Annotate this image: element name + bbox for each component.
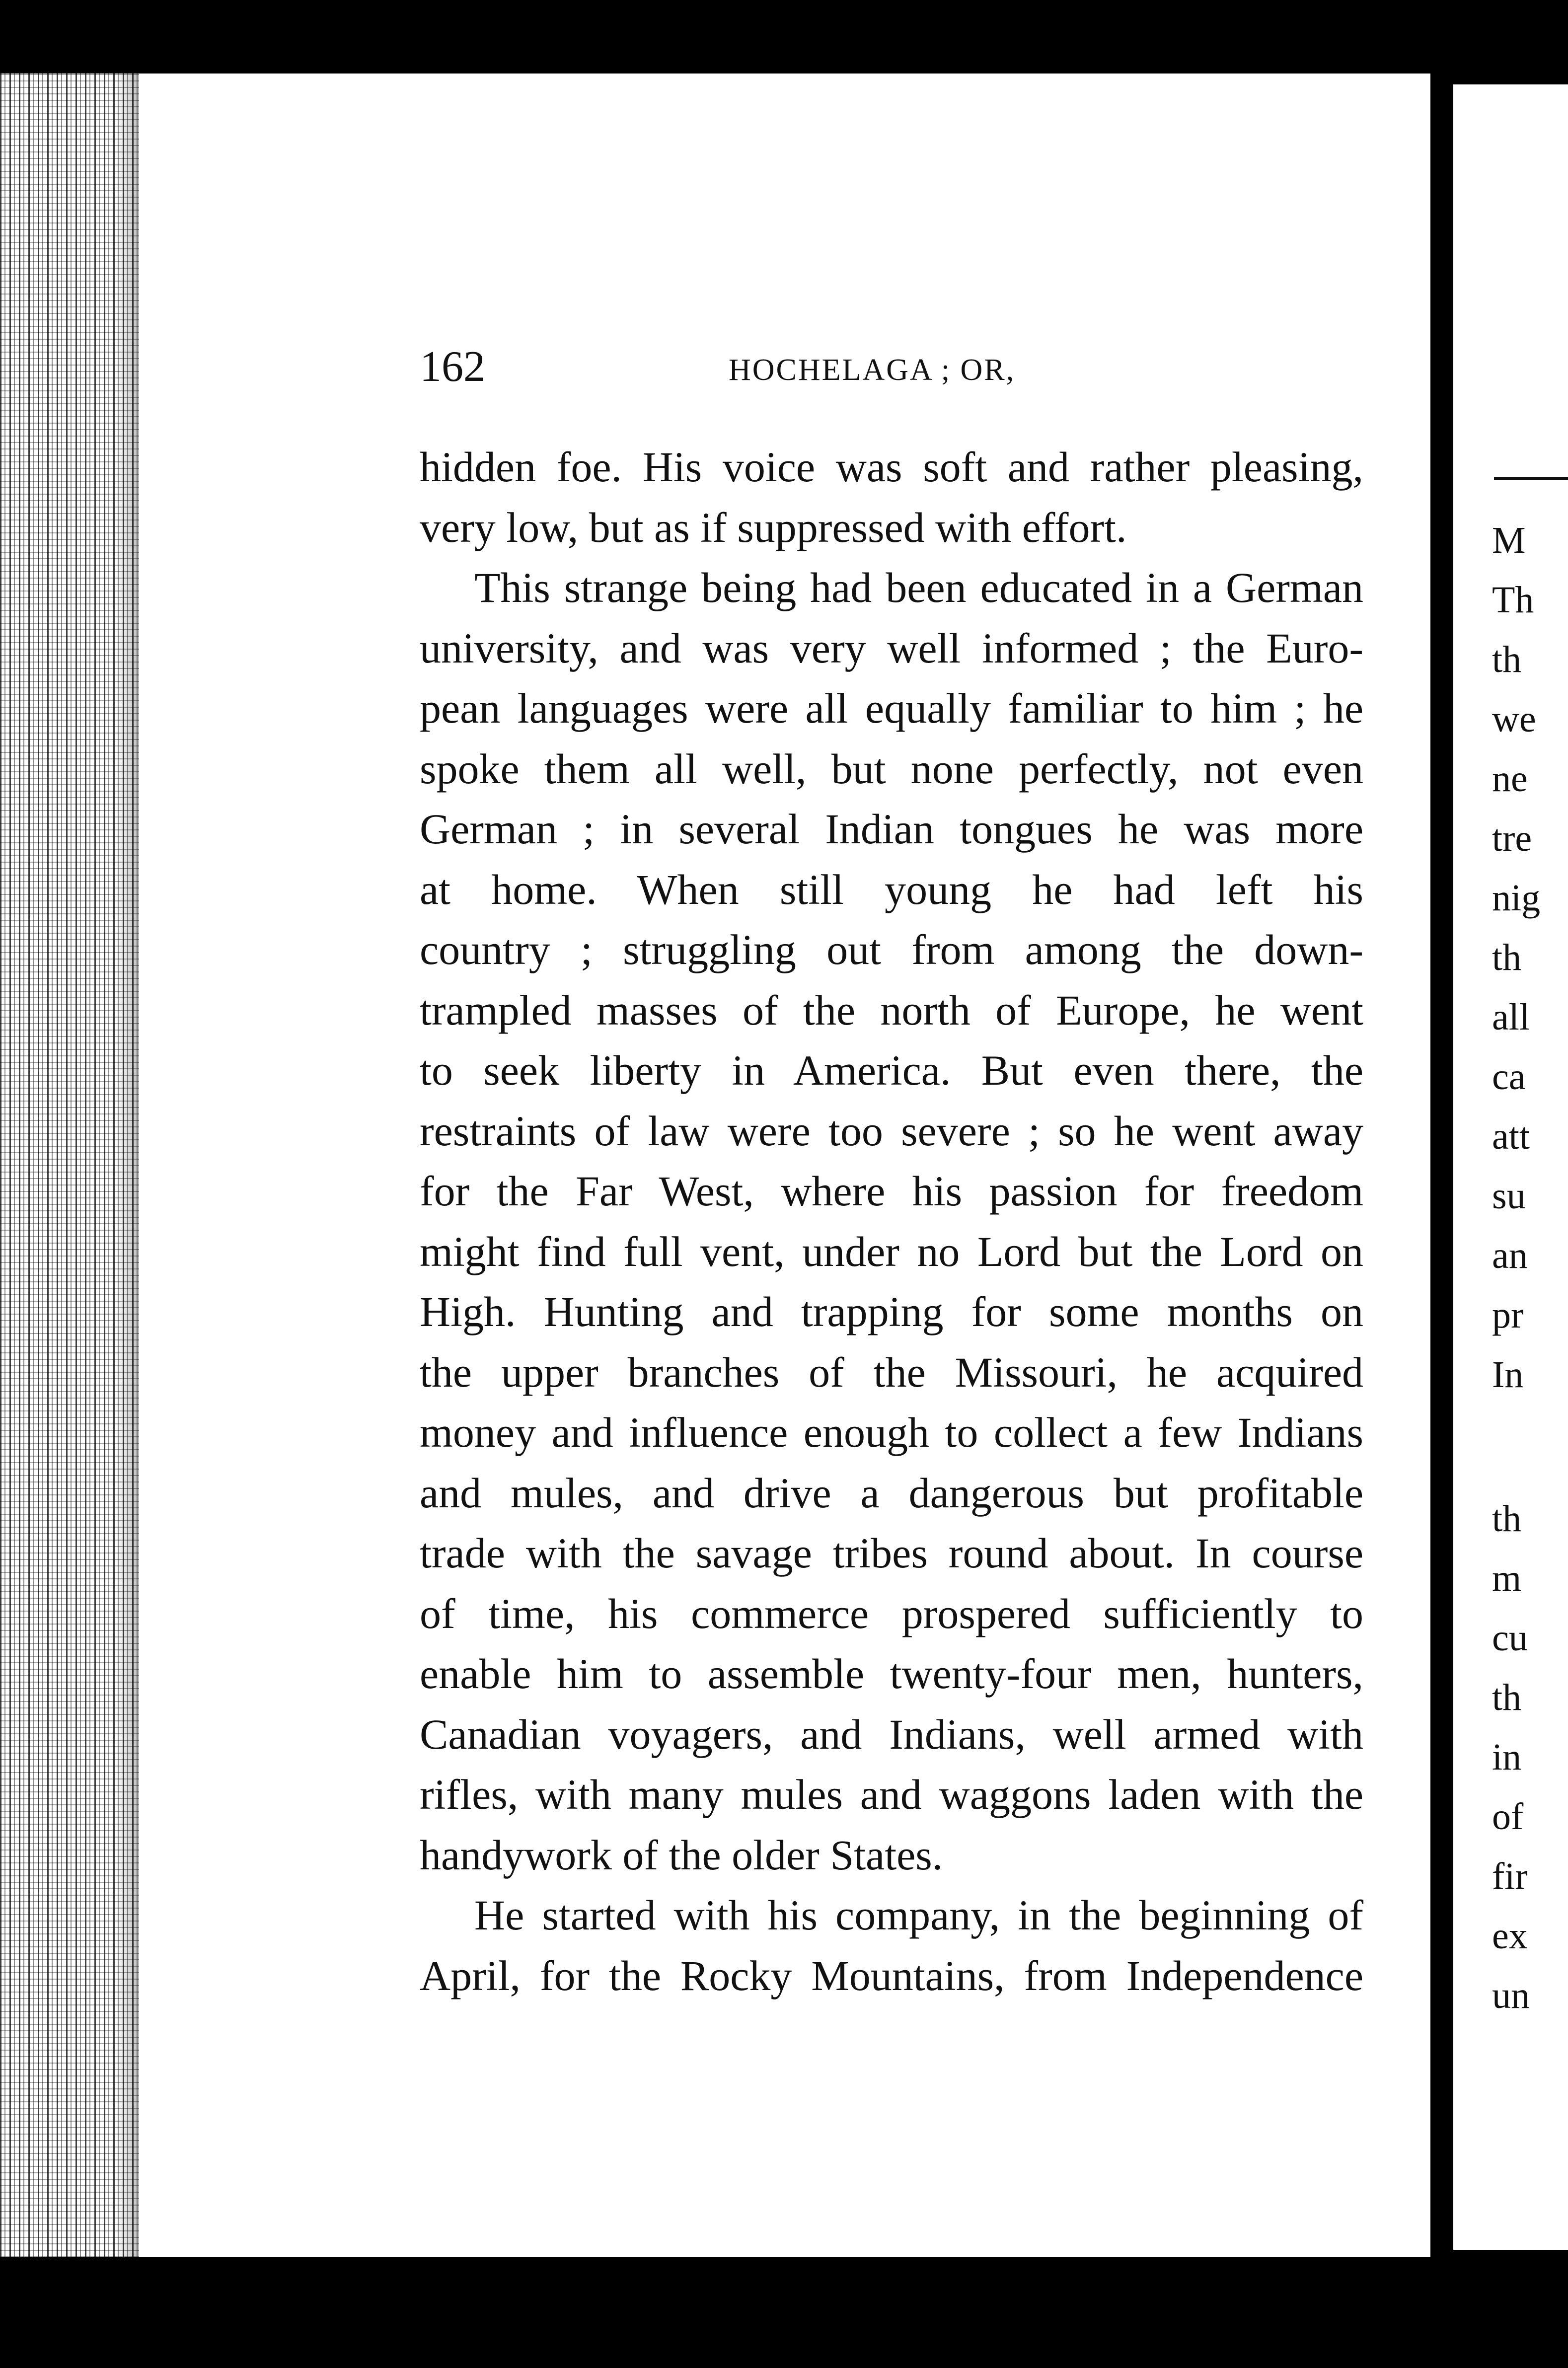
scan-bottom-border	[0, 2257, 1568, 2368]
text-line: to seek liberty in America. But even there, the	[420, 1046, 1363, 1094]
text-line: High. Hunting and trapping for some months on	[420, 1288, 1363, 1335]
text-line: might find full vent, under no Lord but the Lord on	[420, 1227, 1363, 1275]
facing-page-fragment: fir	[1492, 1855, 1528, 1897]
facing-page-fragment: cu	[1492, 1617, 1528, 1659]
text-line: handywork of the older States.	[420, 1831, 943, 1879]
text-line: very low, but as if suppressed with effort.	[420, 503, 1127, 551]
facing-page-fragment: th	[1492, 1498, 1522, 1540]
facing-page-fragment: ne	[1492, 758, 1528, 800]
text-line: April, for the Rocky Mountains, from Independence	[420, 1951, 1363, 1999]
facing-page-fragment: an	[1492, 1235, 1528, 1276]
paragraph-2	[420, 558, 1363, 1885]
facing-page-fragment: su	[1492, 1175, 1526, 1217]
text-line: This strange being had been educated in a German	[474, 564, 1363, 611]
text-line: trade with the savage tribes round about. In course	[420, 1529, 1363, 1577]
page-number: 162	[420, 343, 485, 391]
running-head: HOCHELAGA ; OR,	[729, 353, 1016, 387]
facing-page-edge	[1453, 84, 1568, 2250]
facing-page-fragment: nig	[1492, 877, 1541, 919]
facing-page-fragment: in	[1492, 1736, 1522, 1778]
text-line: the upper branches of the Missouri, he acquired	[420, 1348, 1363, 1396]
paragraph-3	[420, 1885, 1363, 2006]
facing-page-fragment: of	[1492, 1796, 1524, 1838]
text-line: country ; struggling out from among the down-	[420, 926, 1363, 973]
facing-page-fragment: In	[1492, 1354, 1524, 1396]
paragraph-1	[420, 437, 1363, 558]
text-line: and mules, and drive a dangerous but profitable	[420, 1469, 1363, 1517]
facing-page-fragment: ex	[1492, 1915, 1528, 1957]
facing-page-fragment: pr	[1492, 1294, 1524, 1336]
facing-page-fragment: th	[1492, 639, 1522, 680]
text-line: pean languages were all equally familiar to him ; he	[420, 684, 1363, 732]
facing-page-fragment: M	[1492, 519, 1526, 561]
text-line: of time, his commerce prospered sufficiently to	[420, 1589, 1363, 1637]
text-line: He started with his company, in the beginning of	[474, 1891, 1363, 1939]
page-header	[420, 342, 1363, 401]
text-line: enable him to assemble twenty-four men, hunters,	[420, 1650, 1363, 1698]
facing-page-rule	[1494, 477, 1568, 480]
gutter-shadow	[1430, 74, 1453, 2257]
text-line: trampled masses of the north of Europe, he went	[420, 986, 1363, 1034]
facing-page-fragment: ca	[1492, 1056, 1526, 1098]
facing-page-fragment: att	[1492, 1115, 1530, 1157]
facing-page-fragment: tre	[1492, 817, 1532, 859]
text-line: hidden foe. His voice was soft and rather pleasing,	[420, 443, 1363, 491]
text-line: rifles, with many mules and waggons laden with the	[420, 1771, 1363, 1818]
text-line: restraints of law were too severe ; so he went away	[420, 1107, 1363, 1155]
facing-page-fragment: Th	[1492, 579, 1534, 621]
facing-page-fragment: all	[1492, 996, 1530, 1038]
text-line: at home. When still young he had left his	[420, 865, 1363, 913]
facing-page-fragment: m	[1492, 1557, 1522, 1599]
text-line: spoke them all well, but none perfectly, not even	[420, 744, 1363, 793]
body-text	[420, 437, 1363, 2006]
facing-page-fragment: un	[1492, 1975, 1530, 2016]
text-line: German ; in several Indian tongues he was more	[420, 805, 1363, 853]
text-line: Canadian voyagers, and Indians, well armed with	[420, 1710, 1363, 1758]
facing-page-fragment: th	[1492, 1677, 1522, 1718]
text-line: for the Far West, where his passion for freedom	[420, 1167, 1363, 1215]
text-line: money and influence enough to collect a few Indians	[420, 1408, 1363, 1456]
scan-top-border	[0, 0, 1568, 74]
facing-page-fragment: we	[1492, 698, 1536, 740]
text-line: university, and was very well informed ; the Euro-	[420, 624, 1363, 672]
facing-page-fragment: th	[1492, 937, 1522, 978]
